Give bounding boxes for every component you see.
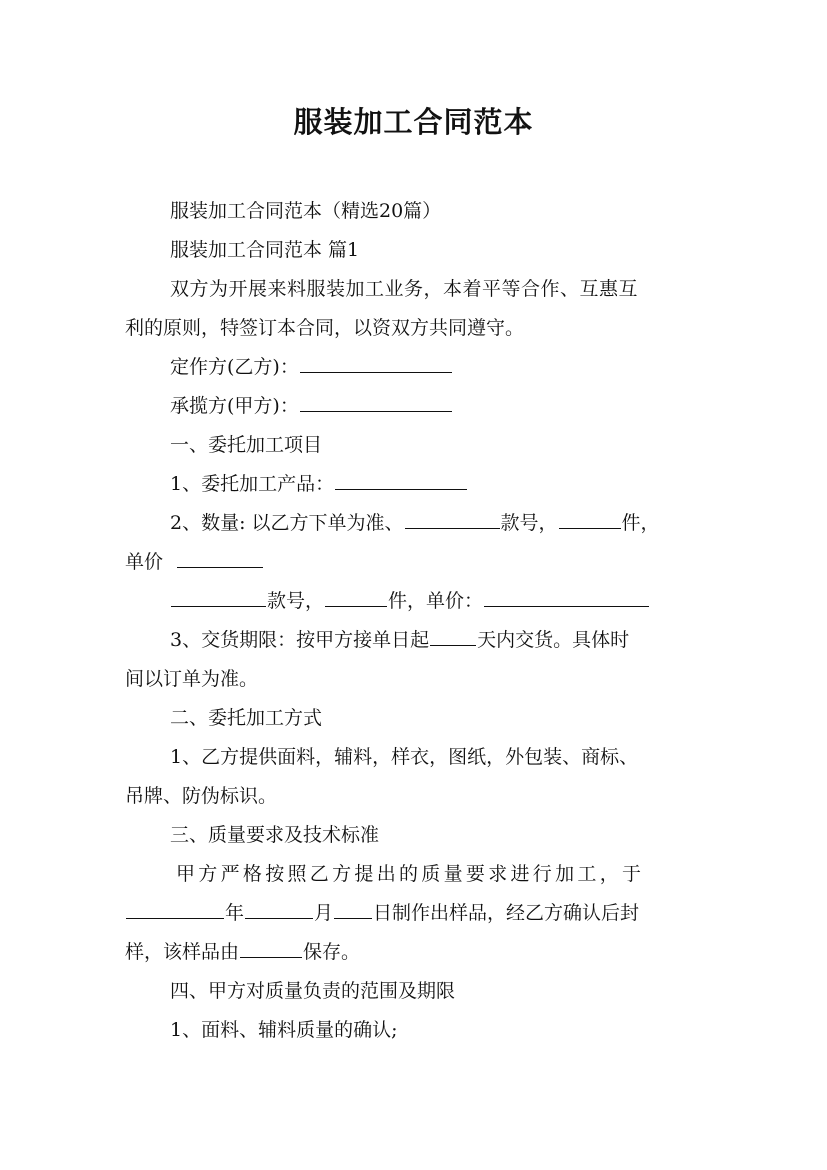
fill-blank[interactable] [559, 510, 621, 529]
fill-blank[interactable] [334, 900, 372, 919]
text: 三、质量要求及技术标准 [170, 824, 380, 846]
paragraph-line [170, 744, 638, 770]
field-line-style [170, 588, 650, 614]
text: 件，单价： [388, 590, 484, 612]
field-line-sample-date [125, 900, 639, 926]
field-line-delivery [170, 627, 629, 653]
text: 3、交货期限：按甲方接单日起 [170, 629, 430, 651]
text: 样，该样品由 [125, 941, 240, 963]
section-heading [170, 237, 359, 263]
section-heading [170, 822, 379, 848]
text: 间以订单为准。 [125, 668, 259, 690]
fill-blank[interactable] [430, 627, 476, 646]
text: 件， [621, 512, 660, 534]
section-heading [170, 978, 455, 1004]
text: 保存。 [303, 941, 361, 963]
fill-blank[interactable] [335, 471, 467, 490]
field-line-unit-price [125, 549, 264, 575]
text: 2、数量: 以乙方下单为准、 [170, 512, 404, 534]
fill-blank[interactable] [300, 393, 452, 412]
field-line-sample-keeper [125, 939, 360, 965]
paragraph-line [176, 861, 644, 887]
fill-blank[interactable] [245, 900, 313, 919]
field-line-party-b [170, 354, 453, 380]
text: 四、甲方对质量负责的范围及期限 [170, 980, 456, 1002]
text: 甲方严格按照乙方提出的质量要求进行加工，于 [176, 863, 645, 885]
text: 款号， [500, 512, 558, 534]
text: 日制作出样品，经乙方确认后封 [373, 902, 640, 924]
fill-blank[interactable] [126, 900, 224, 919]
field-line-product [170, 471, 468, 497]
paragraph-line [170, 276, 638, 302]
text: 双方为开展来料服装加工业务，本着平等合作、互惠互 [170, 278, 639, 300]
field-label: 单价 [125, 551, 164, 573]
paragraph-line [170, 1017, 398, 1043]
text: 月 [314, 902, 334, 924]
text: 一、委托加工项目 [170, 434, 323, 456]
paragraph-line [125, 315, 524, 341]
text: 服装加工合同范本 篇1 [170, 239, 360, 261]
field-label: 1、委托加工产品： [170, 473, 335, 495]
subtitle-line [170, 198, 441, 224]
field-line-quantity [170, 510, 660, 536]
fill-blank[interactable] [300, 354, 452, 373]
text: 1、面料、辅料质量的确认; [170, 1019, 398, 1041]
text: 款号， [267, 590, 325, 612]
text: 天内交货。具体时 [477, 629, 630, 651]
fill-blank[interactable] [240, 939, 302, 958]
fill-blank[interactable] [405, 510, 500, 529]
text: 年 [225, 902, 245, 924]
text: 二、委托加工方式 [170, 707, 323, 729]
paragraph-line [125, 783, 277, 809]
fill-blank[interactable] [171, 588, 266, 607]
paragraph-line [125, 666, 258, 692]
fill-blank[interactable] [484, 588, 649, 607]
section-heading [170, 705, 322, 731]
text: 利的原则，特签订本合同，以资双方共同遵守。 [125, 317, 525, 339]
text: 吊牌、防伪标识。 [125, 785, 278, 807]
text: 1、乙方提供面料，辅料，样衣，图纸，外包装、商标、 [170, 746, 639, 768]
section-heading [170, 432, 322, 458]
field-label: 承揽方(甲方)： [170, 395, 299, 417]
field-line-party-a [170, 393, 453, 419]
field-label: 定作方(乙方)： [170, 356, 299, 378]
document-title: 服装加工合同范本 [293, 105, 534, 139]
text: 服装加工合同范本（精选20篇） [170, 200, 442, 222]
fill-blank[interactable] [177, 549, 263, 568]
fill-blank[interactable] [325, 588, 387, 607]
